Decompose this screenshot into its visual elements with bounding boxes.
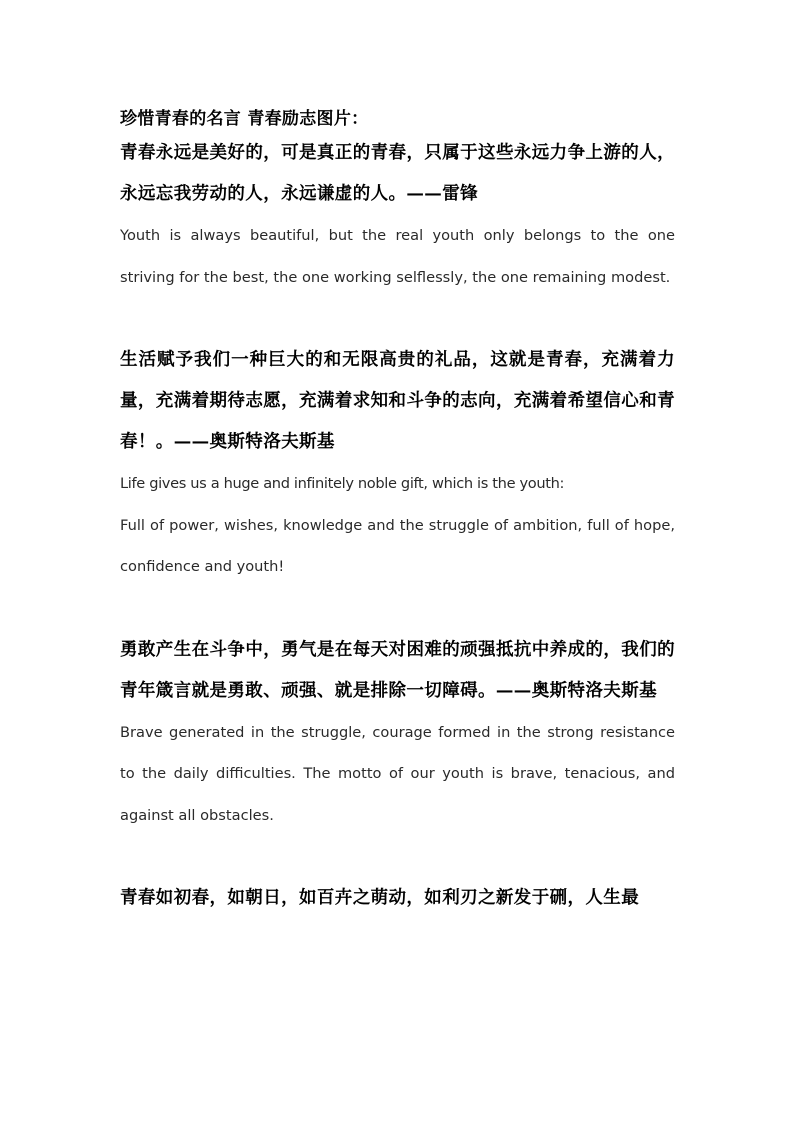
quote-english-line: Life gives us a huge and infinitely noble gift, which is the youth: <box>120 475 565 492</box>
quote-block-1 <box>120 133 675 298</box>
document-title: 珍惜青春的名言 青春励志图片： <box>120 109 369 129</box>
quote-chinese: 勇敢产生在斗争中，勇气是在每天对困难的顽强抵抗中养成的，我们的青年箴言就是勇敢、顽强、就是排除一切障碍。——奥斯特洛夫斯基 <box>120 639 675 701</box>
quote-chinese: 生活赋予我们一种巨大的和无限高贵的礼品，这就是青春，充满着力量，充满着期待志愿，充满着求知和斗争的志向，充满着希望信心和青春！。——奥斯特洛夫斯基 <box>120 350 675 452</box>
quote-english: Brave generated in the struggle, courage formed in the strong resistance to the daily difficulties. The motto of our youth is brave, tenacious, and against all obstacles. <box>120 723 675 824</box>
quote-english: Youth is always beautiful, but the real youth only belongs to the one striving for the best, the one working selflessly, the one remaining modest. <box>120 227 675 286</box>
quote-chinese: 青春永远是美好的，可是真正的青春，只属于这些永远力争上游的人，永远忘我劳动的人，永远谦虚的人。——雷锋 <box>120 143 675 204</box>
quote-english: Full of power, wishes, knowledge and the struggle of ambition, full of hope, confidence and youth! <box>120 516 675 575</box>
quote-chinese: 青春如初春，如朝日，如百卉之萌动，如利刃之新发于硎，人生最 <box>120 888 640 908</box>
document-body <box>120 105 675 919</box>
quote-block-4 <box>120 878 675 919</box>
paragraph-spacer <box>120 836 675 878</box>
quote-block-2 <box>120 340 675 588</box>
quote-block-3 <box>120 630 675 837</box>
paragraph-spacer <box>120 588 675 630</box>
paragraph-spacer <box>120 298 675 340</box>
